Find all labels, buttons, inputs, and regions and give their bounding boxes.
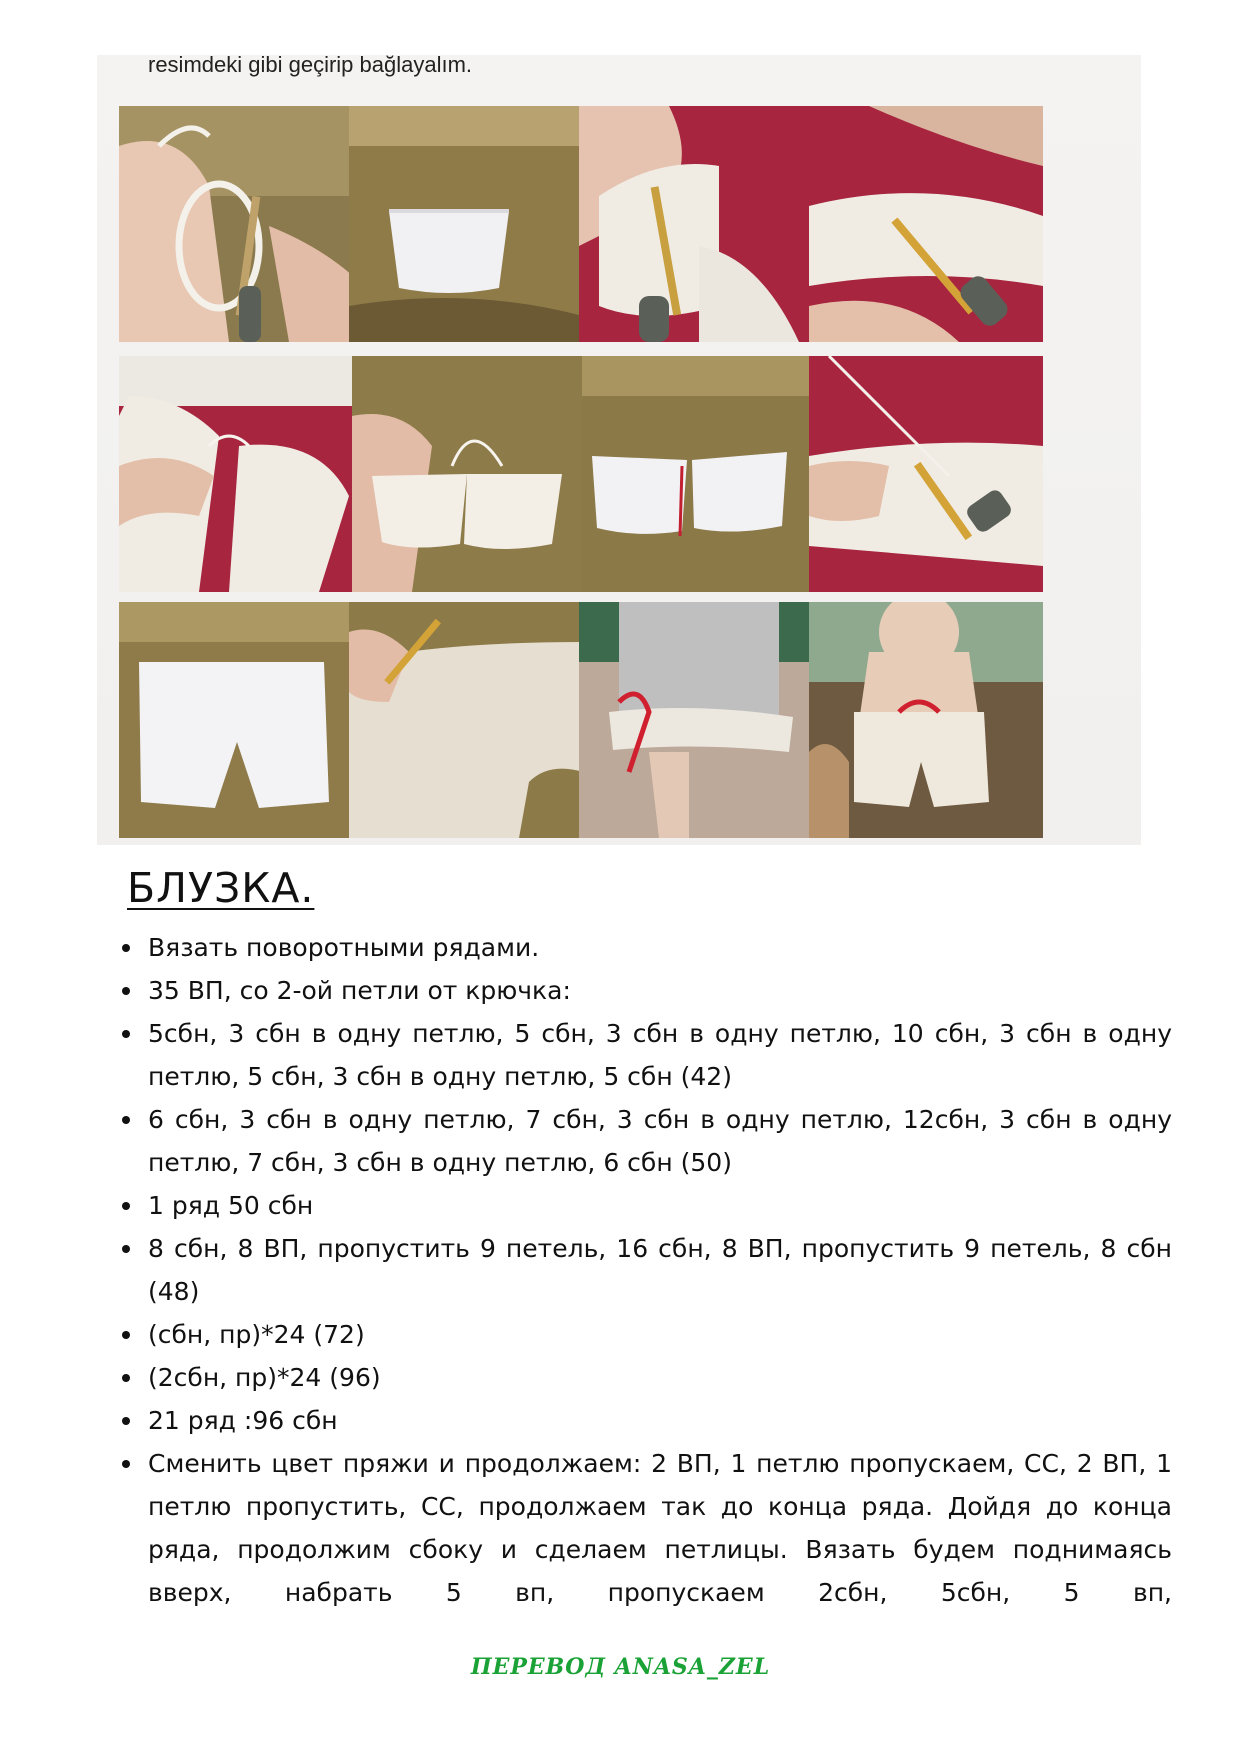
shorts-waist-hook-photo bbox=[349, 602, 583, 838]
hook-joining-photo-2 bbox=[809, 106, 1043, 342]
two-legs-hand-photo bbox=[352, 356, 586, 592]
list-item: 5сбн, 3 сбн в одну петлю, 5 сбн, 3 сбн в одну петлю, 10 сбн, 3 сбн в одну петлю, 5 сбн, 3 сбн в одну петлю, 5 сбн (42) bbox=[118, 1012, 1172, 1098]
hook-joining-photo-1 bbox=[579, 106, 813, 342]
shorts-finished-photo bbox=[119, 602, 353, 838]
photo-grid bbox=[119, 106, 1139, 846]
list-item: (2сбн, пр)*24 (96) bbox=[118, 1356, 1172, 1399]
list-item: 35 ВП, со 2-ой петли от крючка: bbox=[118, 969, 1172, 1012]
list-item: 8 сбн, 8 ВП, пропустить 9 петель, 16 сбн, 8 ВП, пропустить 9 петель, 8 сбн (48) bbox=[118, 1227, 1172, 1313]
two-legs-red-thread-photo bbox=[582, 356, 816, 592]
list-item: Сменить цвет пряжи и продолжаем: 2 ВП, 1 петлю пропускаем, СС, 2 ВП, 1 петлю пропустить, СС, продолжаем так до конца ряда. Дойдя до конца ряда, продолжим сбоку и сделаем петлицы. Вязать будем поднимаясь вверх, набрать 5 вп, пропускаем 2сбн, 5сбн, 5 вп, bbox=[118, 1442, 1172, 1614]
doll-shorts-front-photo bbox=[809, 602, 1043, 838]
yarn-ring-hand-photo bbox=[119, 106, 353, 342]
list-item: (сбн, пр)*24 (72) bbox=[118, 1313, 1172, 1356]
list-item: 21 ряд :96 сбн bbox=[118, 1399, 1172, 1442]
section-title: БЛУЗКА. bbox=[127, 864, 315, 912]
knitted-cup-photo bbox=[349, 106, 583, 342]
instruction-list bbox=[118, 926, 1172, 1614]
doll-shorts-back-photo bbox=[579, 602, 813, 838]
list-item: 1 ряд 50 сбн bbox=[118, 1184, 1172, 1227]
two-legs-joining-photo bbox=[119, 356, 353, 592]
list-item: Вязать поворотными рядами. bbox=[118, 926, 1172, 969]
footer-credit: ПЕРЕВОД ANASA_ZEL bbox=[470, 1654, 771, 1680]
photo-caption: resimdeki gibi geçirip bağlayalım. bbox=[148, 52, 473, 77]
list-item: 6 сбн, 3 сбн в одну петлю, 7 сбн, 3 сбн в одну петлю, 12сбн, 3 сбн в одну петлю, 7 сбн, 3 сбн в одну петлю, 6 сбн (50) bbox=[118, 1098, 1172, 1184]
hook-edge-photo bbox=[809, 356, 1043, 592]
